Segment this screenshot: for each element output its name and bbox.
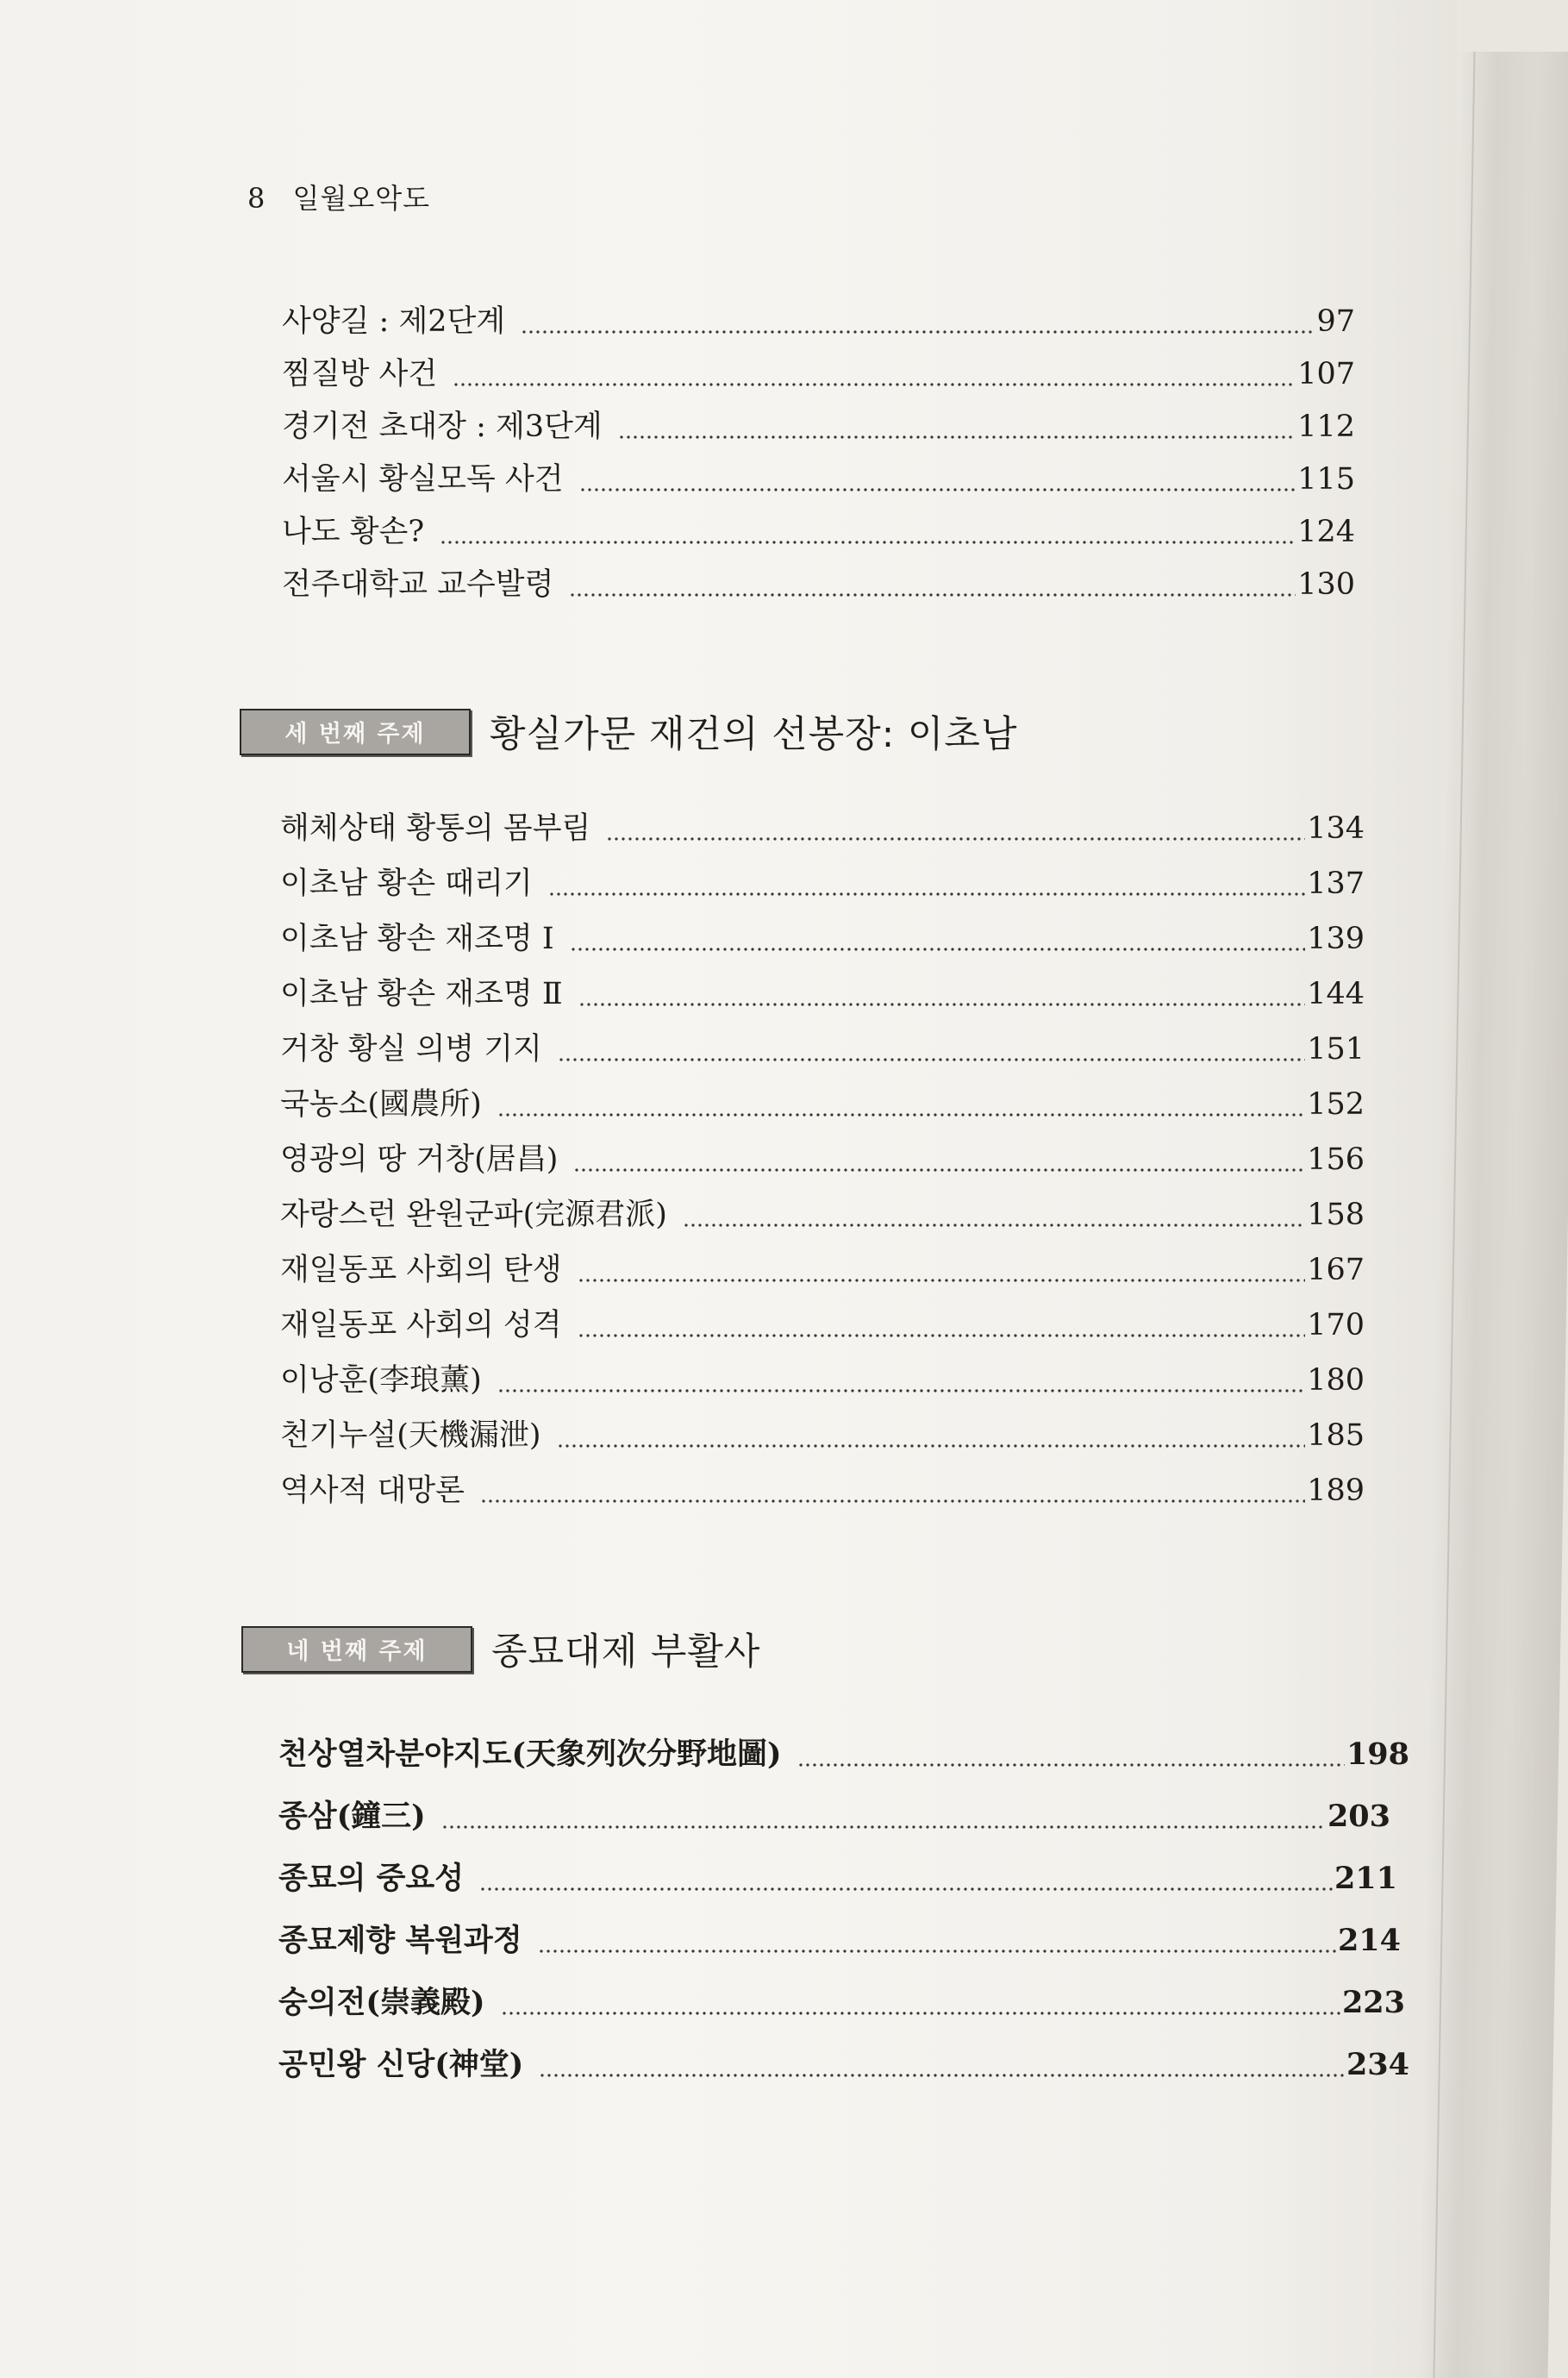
dot-leader <box>453 354 1296 394</box>
dot-leader <box>618 407 1296 447</box>
dot-leader <box>539 2045 1345 2085</box>
section-heading-4 <box>241 1623 760 1675</box>
toc-entry-page: 214 <box>1337 1923 1401 1958</box>
toc-entry-page: 139 <box>1307 922 1365 956</box>
toc-entry <box>282 354 1355 394</box>
toc-entry-title: 역사적 대망론 <box>280 1474 465 1508</box>
toc-entry <box>280 1361 1365 1400</box>
dot-leader <box>480 1471 1305 1511</box>
toc-entry-page: 130 <box>1297 567 1355 602</box>
dot-leader <box>606 809 1305 848</box>
toc-entry-title: 천기누설(天機漏泄) <box>280 1418 541 1453</box>
section-heading-3 <box>240 705 1018 758</box>
toc-entry <box>280 1416 1365 1455</box>
toc-entry <box>282 512 1355 552</box>
toc-entry-page: 211 <box>1334 1861 1397 1896</box>
dot-leader <box>521 302 1315 341</box>
toc-entry <box>280 1250 1365 1290</box>
toc-entry-page: 124 <box>1297 515 1355 549</box>
dot-leader <box>557 1416 1306 1455</box>
toc-entry <box>282 407 1355 447</box>
toc-entry <box>280 1085 1365 1124</box>
toc-entry-page: 97 <box>1316 304 1355 339</box>
toc-entry <box>280 974 1365 1014</box>
section-badge: 세 번째 주제 <box>240 709 471 755</box>
toc-entry-title: 이초남 황손 재조명 Ⅱ <box>280 977 563 1011</box>
dot-leader <box>558 1029 1305 1069</box>
toc-entry-page: 170 <box>1307 1308 1365 1342</box>
toc-entry-page: 152 <box>1307 1087 1365 1122</box>
dot-leader <box>579 460 1296 499</box>
toc-entry-page: 151 <box>1307 1032 1365 1067</box>
toc-entry-title: 서울시 황실모독 사건 <box>282 462 564 497</box>
toc-entry <box>280 864 1365 904</box>
toc-entry-page: 223 <box>1341 1985 1405 2020</box>
toc-entry-title: 이낭훈(李琅薰) <box>280 1363 482 1398</box>
dot-leader <box>578 1305 1306 1345</box>
toc-entry <box>282 302 1355 341</box>
toc-entry <box>280 1195 1365 1235</box>
toc-entry <box>278 1859 1397 1899</box>
toc-entry-title: 전주대학교 교수발령 <box>282 567 554 602</box>
toc-entry-page: 234 <box>1346 2047 1409 2082</box>
toc-entry-title: 종묘제향 복원과정 <box>278 1923 522 1958</box>
toc-entry-title: 경기전 초대장 : 제3단계 <box>282 410 603 444</box>
toc-entry-title: 거창 황실 의병 기지 <box>280 1032 542 1067</box>
toc-entry-page: 156 <box>1307 1142 1365 1177</box>
dot-leader <box>570 919 1306 959</box>
section-title: 황실가문 재건의 선봉장: 이초남 <box>490 713 1018 756</box>
dot-leader <box>548 864 1305 904</box>
toc-entry <box>278 1797 1390 1837</box>
toc-entry <box>282 565 1355 604</box>
dot-leader <box>578 974 1306 1014</box>
toc-entry <box>278 1983 1405 2023</box>
toc-entry-title: 재일동포 사회의 성격 <box>280 1308 562 1342</box>
toc-entry-page: 134 <box>1307 811 1365 846</box>
running-header <box>247 177 430 216</box>
toc-entry-page: 158 <box>1307 1198 1365 1232</box>
dot-leader <box>573 1140 1305 1180</box>
toc-entry <box>280 919 1365 959</box>
dot-leader <box>797 1735 1345 1774</box>
toc-entry <box>280 1140 1365 1180</box>
toc-entry <box>282 460 1355 499</box>
toc-entry-title: 숭의전(崇義殿) <box>278 1985 485 2020</box>
dot-leader <box>569 565 1296 604</box>
toc-entry-page: 203 <box>1327 1799 1390 1834</box>
dot-leader <box>479 1859 1333 1899</box>
toc-entry-title: 종삼(鐘三) <box>278 1799 426 1834</box>
dot-leader <box>538 1921 1336 1961</box>
toc-entry <box>280 1305 1365 1345</box>
dot-leader <box>497 1361 1305 1400</box>
toc-entry <box>278 1921 1401 1961</box>
dot-leader <box>497 1085 1305 1124</box>
toc-entry-title: 국농소(國農所) <box>280 1087 482 1122</box>
toc-entry-page: 137 <box>1307 867 1365 901</box>
toc-entry-title: 공민왕 신당(神堂) <box>278 2047 524 2082</box>
dot-leader <box>683 1195 1305 1235</box>
toc-entry-page: 198 <box>1346 1737 1409 1772</box>
toc-entry-title: 사양길 : 제2단계 <box>282 304 506 339</box>
toc-entry-page: 107 <box>1297 357 1355 391</box>
dot-leader <box>501 1983 1340 2023</box>
toc-entry-title: 재일동포 사회의 탄생 <box>280 1253 562 1287</box>
toc-entry <box>280 1471 1365 1511</box>
dot-leader <box>441 1797 1326 1837</box>
toc-entry-page: 189 <box>1307 1474 1365 1508</box>
toc-entry-title: 자랑스런 완원군파(完源君派) <box>280 1198 667 1232</box>
toc-entry-page: 144 <box>1307 977 1365 1011</box>
toc-entry-title: 나도 황손? <box>282 515 425 549</box>
toc-entry-page: 185 <box>1307 1418 1365 1453</box>
toc-entry <box>280 809 1365 848</box>
toc-entry-page: 115 <box>1297 462 1355 497</box>
toc-entry-title: 찜질방 사건 <box>282 357 438 391</box>
toc-entry-title: 천상열차분야지도(天象列次分野地圖) <box>278 1737 782 1772</box>
toc-entry-title: 종묘의 중요성 <box>278 1861 465 1896</box>
toc-entry-title: 이초남 황손 재조명 Ⅰ <box>280 922 554 956</box>
toc-entry <box>280 1029 1365 1069</box>
toc-entry-title: 영광의 땅 거창(居昌) <box>280 1142 559 1177</box>
page-number: 8 <box>247 182 266 215</box>
toc-entry-page: 180 <box>1307 1363 1365 1398</box>
toc-entry-title: 해체상태 황통의 몸부림 <box>280 811 591 846</box>
toc-entry <box>278 2045 1409 2085</box>
toc-entry-page: 112 <box>1297 410 1355 444</box>
toc-entry-title: 이초남 황손 때리기 <box>280 867 533 901</box>
toc-entry <box>278 1735 1409 1774</box>
section-badge: 네 번째 주제 <box>241 1626 472 1673</box>
toc-entry-page: 167 <box>1307 1253 1365 1287</box>
running-title: 일월오악도 <box>292 182 431 215</box>
dot-leader <box>578 1250 1306 1290</box>
section-title: 종묘대제 부활사 <box>491 1630 761 1674</box>
dot-leader <box>440 512 1296 552</box>
